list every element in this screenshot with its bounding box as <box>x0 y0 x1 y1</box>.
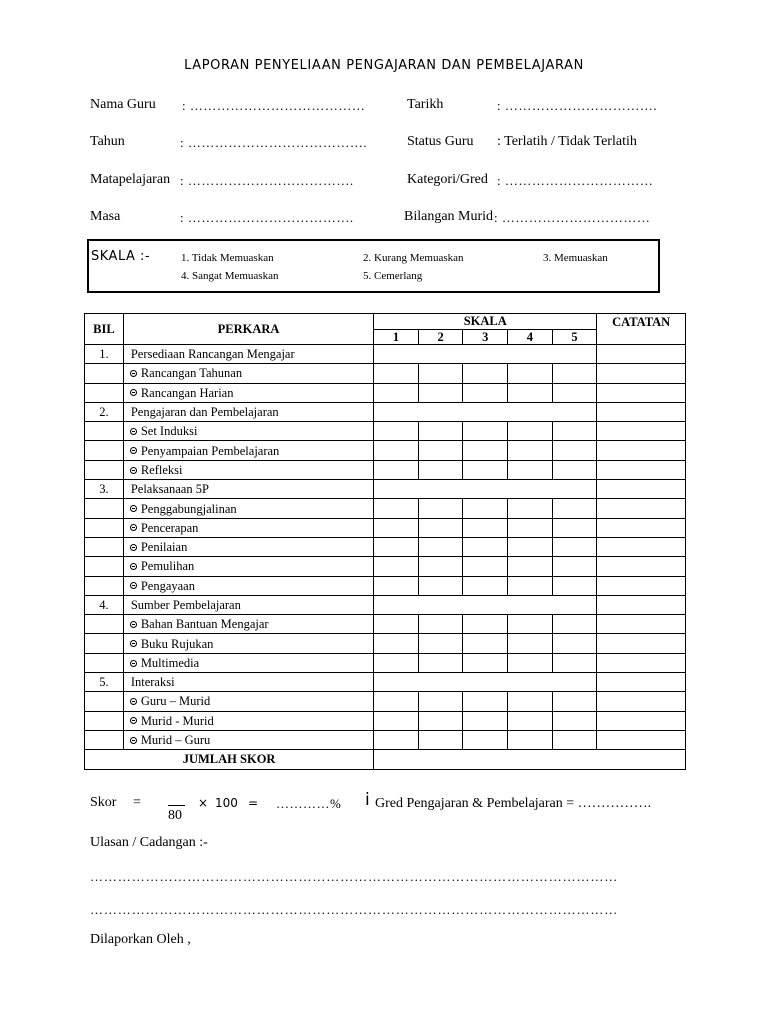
scale-cell-5[interactable] <box>552 711 597 730</box>
section-scale-span <box>374 595 597 614</box>
bullet-icon <box>130 467 137 474</box>
scale-cell-2[interactable] <box>418 383 463 402</box>
table-row <box>85 711 686 730</box>
catatan-cell[interactable] <box>597 441 686 460</box>
perkara-header: PERKARA <box>123 314 373 345</box>
matapelajaran-field[interactable]: : ………………………………. <box>180 173 354 188</box>
nama-guru-label: Nama Guru <box>90 97 156 112</box>
scale-cell-4[interactable] <box>508 499 553 518</box>
skala-header: SKALA <box>374 314 597 330</box>
row-number <box>85 537 124 556</box>
total-row <box>85 750 686 769</box>
row-number <box>85 460 124 479</box>
scale-cell-1[interactable] <box>374 499 419 518</box>
bullet-icon <box>130 737 137 744</box>
table-row <box>85 402 686 421</box>
row-number: 4. <box>85 595 124 614</box>
scale-cell-1[interactable] <box>374 653 419 672</box>
table-row <box>85 673 686 692</box>
bullet-icon <box>130 582 137 589</box>
skor-denominator: 80 <box>168 808 182 823</box>
skor-label: Skor <box>90 795 117 810</box>
skor-times: × <box>198 796 209 810</box>
assessment-table <box>84 313 686 770</box>
scale-cell-5[interactable] <box>552 364 597 383</box>
skala-heading: SKALA :- <box>91 249 151 264</box>
scale-cell-2[interactable] <box>418 634 463 653</box>
tarikh-field[interactable]: : ……………………………. <box>497 98 658 113</box>
item-label: Murid - Murid <box>140 713 214 728</box>
row-number <box>85 730 124 749</box>
item-label: Refleksi <box>140 462 183 477</box>
skala-item: 1. Tidak Memuaskan <box>181 252 274 264</box>
catatan-cell[interactable] <box>597 460 686 479</box>
catatan-cell[interactable] <box>597 653 686 672</box>
row-number <box>85 383 124 402</box>
item-label: Rancangan Harian <box>140 385 234 400</box>
scale-cell-1[interactable] <box>374 518 419 537</box>
section-cell <box>123 345 373 364</box>
skala-item: 4. Sangat Memuaskan <box>181 270 279 282</box>
scale-cell-2[interactable] <box>418 615 463 634</box>
scale-cell-1[interactable] <box>374 537 419 556</box>
scale-cell-2[interactable] <box>418 557 463 576</box>
table-row <box>85 576 686 595</box>
row-number <box>85 441 124 460</box>
scale-cell-1[interactable] <box>374 692 419 711</box>
item-label: Penilaian <box>140 540 188 555</box>
row-number: 3. <box>85 480 124 499</box>
catatan-cell[interactable] <box>597 383 686 402</box>
section-cell <box>123 595 373 614</box>
item-label: Penggabungjalinan <box>140 501 237 516</box>
scale-cell-4[interactable] <box>508 518 553 537</box>
bullet-icon <box>130 428 137 435</box>
catatan-cell[interactable] <box>597 692 686 711</box>
scale-cell-5[interactable] <box>552 383 597 402</box>
scale-cell-5[interactable] <box>552 653 597 672</box>
scale-cell-3[interactable] <box>463 634 508 653</box>
scale-cell-5[interactable] <box>552 441 597 460</box>
scale-cell-3[interactable] <box>463 711 508 730</box>
scale-cell-5[interactable] <box>552 615 597 634</box>
skor-percent-field[interactable]: …………% <box>276 796 342 811</box>
bullet-icon <box>130 505 137 512</box>
scale-cell-1[interactable] <box>374 576 419 595</box>
row-number <box>85 711 124 730</box>
item-label: Guru – Murid <box>140 694 211 709</box>
scale-cell-3[interactable] <box>463 364 508 383</box>
scale-cell-5[interactable] <box>552 692 597 711</box>
sub-item-cell <box>123 730 373 749</box>
catatan-cell[interactable] <box>597 499 686 518</box>
status-guru-field[interactable]: : Terlatih / Tidak Terlatih <box>497 134 637 149</box>
dilaporkan-label: Dilaporkan Oleh , <box>90 932 191 947</box>
catatan-cell[interactable] <box>597 518 686 537</box>
section-scale-span <box>374 480 597 499</box>
bullet-icon <box>130 621 137 628</box>
item-label: Set Induksi <box>140 424 198 439</box>
bil-header: BIL <box>85 314 124 345</box>
catatan-cell[interactable] <box>597 480 686 499</box>
scale-cell-2[interactable] <box>418 422 463 441</box>
row-number <box>85 364 124 383</box>
scale-cell-3[interactable] <box>463 692 508 711</box>
catatan-cell[interactable] <box>597 537 686 556</box>
item-label: Pemulihan <box>140 559 195 574</box>
item-label: Pencerapan <box>140 520 199 535</box>
table-row <box>85 480 686 499</box>
skor-hundred: 100 <box>215 796 238 810</box>
table-row <box>85 499 686 518</box>
item-label: Pelaksanaan 5P <box>130 482 209 497</box>
scale-cell-5[interactable] <box>552 422 597 441</box>
sub-item-cell <box>123 383 373 402</box>
kategori-gred-field[interactable]: : …………………………… <box>497 173 654 188</box>
scale-cell-5[interactable] <box>552 730 597 749</box>
scale-number-header: 2 <box>418 329 463 345</box>
catatan-cell[interactable] <box>597 364 686 383</box>
scale-cell-2[interactable] <box>418 711 463 730</box>
table-row <box>85 441 686 460</box>
tahun-label: Tahun <box>90 134 125 149</box>
skala-legend-box <box>87 239 660 293</box>
item-label: Pengayaan <box>140 578 195 593</box>
ulasan-label: Ulasan / Cadangan :- <box>90 835 208 850</box>
catatan-header-spacer <box>597 329 686 345</box>
scale-cell-4[interactable] <box>508 422 553 441</box>
scale-cell-1[interactable] <box>374 364 419 383</box>
catatan-cell[interactable] <box>597 595 686 614</box>
masa-field[interactable]: : ………………………………. <box>180 210 354 225</box>
sub-item-cell <box>123 422 373 441</box>
sub-item-cell <box>123 537 373 556</box>
scale-cell-1[interactable] <box>374 383 419 402</box>
gred-field[interactable]: Gred Pengajaran & Pembelajaran = ……………. <box>375 796 652 811</box>
scale-cell-1[interactable] <box>374 441 419 460</box>
sub-item-cell <box>123 518 373 537</box>
catatan-cell[interactable] <box>597 422 686 441</box>
bilangan-murid-field[interactable]: : …………………………… <box>494 210 651 225</box>
scale-cell-2[interactable] <box>418 518 463 537</box>
row-number: 5. <box>85 673 124 692</box>
bullet-icon <box>130 717 137 724</box>
ulasan-line-2[interactable]: …………………………………………………………………………………………………… <box>90 902 619 917</box>
table-row <box>85 692 686 711</box>
table-row <box>85 383 686 402</box>
scale-cell-2[interactable] <box>418 576 463 595</box>
row-number <box>85 518 124 537</box>
skor-marker: i <box>365 790 370 810</box>
bullet-icon <box>130 370 137 377</box>
item-label: Persediaan Rancangan Mengajar <box>130 347 295 362</box>
scale-cell-4[interactable] <box>508 576 553 595</box>
scale-cell-3[interactable] <box>463 383 508 402</box>
scale-cell-3[interactable] <box>463 653 508 672</box>
bilangan-murid-label: Bilangan Murid <box>404 209 494 224</box>
scale-cell-1[interactable] <box>374 422 419 441</box>
scale-number-header: 4 <box>508 329 553 345</box>
table-row <box>85 460 686 479</box>
scale-cell-3[interactable] <box>463 499 508 518</box>
sub-item-cell <box>123 499 373 518</box>
scale-cell-4[interactable] <box>508 537 553 556</box>
nama-guru-field[interactable]: : ………………………………… <box>182 98 366 113</box>
section-scale-span <box>374 345 597 364</box>
table-row <box>85 422 686 441</box>
kategori-gred-label: Kategori/Gred <box>407 172 488 187</box>
skor-equals-2: = <box>248 796 259 810</box>
sub-item-cell <box>123 634 373 653</box>
jumlah-skor-label: JUMLAH SKOR <box>85 750 374 769</box>
item-label: Murid – Guru <box>140 733 211 748</box>
row-number <box>85 634 124 653</box>
scale-cell-3[interactable] <box>463 441 508 460</box>
scale-cell-5[interactable] <box>552 518 597 537</box>
row-number: 2. <box>85 402 124 421</box>
table-row <box>85 364 686 383</box>
sub-item-cell <box>123 653 373 672</box>
sub-item-cell <box>123 441 373 460</box>
table-row <box>85 595 686 614</box>
scale-cell-2[interactable] <box>418 364 463 383</box>
bullet-icon <box>130 640 137 647</box>
scale-number-header: 1 <box>374 329 419 345</box>
scale-cell-3[interactable] <box>463 422 508 441</box>
row-number: 1. <box>85 345 124 364</box>
scale-cell-1[interactable] <box>374 557 419 576</box>
masa-label: Masa <box>90 209 121 224</box>
row-number <box>85 422 124 441</box>
scale-cell-4[interactable] <box>508 634 553 653</box>
sub-item-cell <box>123 460 373 479</box>
scale-cell-4[interactable] <box>508 364 553 383</box>
scale-cell-2[interactable] <box>418 692 463 711</box>
scale-cell-3[interactable] <box>463 537 508 556</box>
scale-cell-4[interactable] <box>508 615 553 634</box>
scale-cell-3[interactable] <box>463 730 508 749</box>
scale-cell-4[interactable] <box>508 730 553 749</box>
scale-cell-1[interactable] <box>374 711 419 730</box>
scale-cell-5[interactable] <box>552 634 597 653</box>
scale-cell-1[interactable] <box>374 615 419 634</box>
scale-cell-3[interactable] <box>463 615 508 634</box>
table-row <box>85 730 686 749</box>
table-row <box>85 557 686 576</box>
sub-item-cell <box>123 576 373 595</box>
ulasan-line-1[interactable]: …………………………………………………………………………………………………… <box>90 869 619 884</box>
item-label: Rancangan Tahunan <box>140 366 243 381</box>
item-label: Penyampaian Pembelajaran <box>140 443 280 458</box>
catatan-cell[interactable] <box>597 673 686 692</box>
skor-equals: = <box>133 795 141 810</box>
scale-cell-5[interactable] <box>552 537 597 556</box>
scale-cell-5[interactable] <box>552 460 597 479</box>
scale-cell-1[interactable] <box>374 634 419 653</box>
item-label: Pengajaran dan Pembelajaran <box>130 405 279 420</box>
row-number <box>85 576 124 595</box>
catatan-cell[interactable] <box>597 557 686 576</box>
skala-item: 5. Cemerlang <box>363 270 423 282</box>
scale-cell-2[interactable] <box>418 460 463 479</box>
matapelajaran-label: Matapelajaran <box>90 172 171 187</box>
table-row <box>85 537 686 556</box>
jumlah-skor-value[interactable] <box>374 750 686 769</box>
scale-cell-4[interactable] <box>508 460 553 479</box>
tahun-field[interactable]: : …………………………………. <box>180 135 368 150</box>
scale-cell-4[interactable] <box>508 441 553 460</box>
scale-cell-3[interactable] <box>463 518 508 537</box>
table-header-row <box>85 314 686 330</box>
scale-cell-1[interactable] <box>374 730 419 749</box>
catatan-header: CATATAN <box>597 314 686 330</box>
sub-item-cell <box>123 364 373 383</box>
bullet-icon <box>130 563 137 570</box>
scale-cell-2[interactable] <box>418 730 463 749</box>
bullet-icon <box>130 660 137 667</box>
scale-cell-4[interactable] <box>508 383 553 402</box>
bullet-icon <box>130 389 137 396</box>
scale-cell-5[interactable] <box>552 499 597 518</box>
sub-item-cell <box>123 711 373 730</box>
page-title: LAPORAN PENYELIAAN PENGAJARAN DAN PEMBELAJARAN <box>184 58 584 73</box>
tarikh-label: Tarikh <box>407 97 444 112</box>
scale-cell-2[interactable] <box>418 653 463 672</box>
catatan-cell[interactable] <box>597 402 686 421</box>
scale-cell-4[interactable] <box>508 711 553 730</box>
scale-cell-4[interactable] <box>508 692 553 711</box>
sub-item-cell <box>123 692 373 711</box>
section-scale-span <box>374 673 597 692</box>
row-number <box>85 499 124 518</box>
row-number <box>85 653 124 672</box>
section-cell <box>123 402 373 421</box>
table-row <box>85 653 686 672</box>
scale-number-header: 5 <box>552 329 597 345</box>
table-row <box>85 615 686 634</box>
scale-cell-3[interactable] <box>463 557 508 576</box>
item-label: Interaksi <box>130 675 175 690</box>
bullet-icon <box>130 698 137 705</box>
scale-cell-5[interactable] <box>552 576 597 595</box>
scale-cell-3[interactable] <box>463 576 508 595</box>
catatan-cell[interactable] <box>597 615 686 634</box>
item-label: Multimedia <box>140 655 200 670</box>
catatan-cell[interactable] <box>597 730 686 749</box>
skala-item: 2. Kurang Memuaskan <box>363 252 464 264</box>
row-number <box>85 692 124 711</box>
row-number <box>85 557 124 576</box>
scale-cell-3[interactable] <box>463 460 508 479</box>
section-cell <box>123 673 373 692</box>
catatan-cell[interactable] <box>597 634 686 653</box>
scale-cell-4[interactable] <box>508 557 553 576</box>
status-guru-label: Status Guru <box>407 134 474 149</box>
scale-cell-1[interactable] <box>374 460 419 479</box>
scale-cell-2[interactable] <box>418 441 463 460</box>
skala-item: 3. Memuaskan <box>543 252 608 264</box>
bullet-icon <box>130 544 137 551</box>
scale-cell-5[interactable] <box>552 557 597 576</box>
bullet-icon <box>130 524 137 531</box>
item-label: Buku Rujukan <box>140 636 214 651</box>
table-row <box>85 518 686 537</box>
fraction-bar <box>168 805 185 806</box>
bullet-icon <box>130 447 137 454</box>
catatan-cell[interactable] <box>597 345 686 364</box>
catatan-cell[interactable] <box>597 576 686 595</box>
table-row <box>85 345 686 364</box>
section-scale-span <box>374 402 597 421</box>
row-number <box>85 615 124 634</box>
catatan-cell[interactable] <box>597 711 686 730</box>
item-label: Sumber Pembelajaran <box>130 598 241 612</box>
scale-number-header: 3 <box>463 329 508 345</box>
scale-cell-4[interactable] <box>508 653 553 672</box>
table-row <box>85 634 686 653</box>
scale-cell-2[interactable] <box>418 537 463 556</box>
sub-item-cell <box>123 557 373 576</box>
item-label: Bahan Bantuan Mengajar <box>140 617 269 632</box>
section-cell <box>123 480 373 499</box>
scale-cell-2[interactable] <box>418 499 463 518</box>
sub-item-cell <box>123 615 373 634</box>
